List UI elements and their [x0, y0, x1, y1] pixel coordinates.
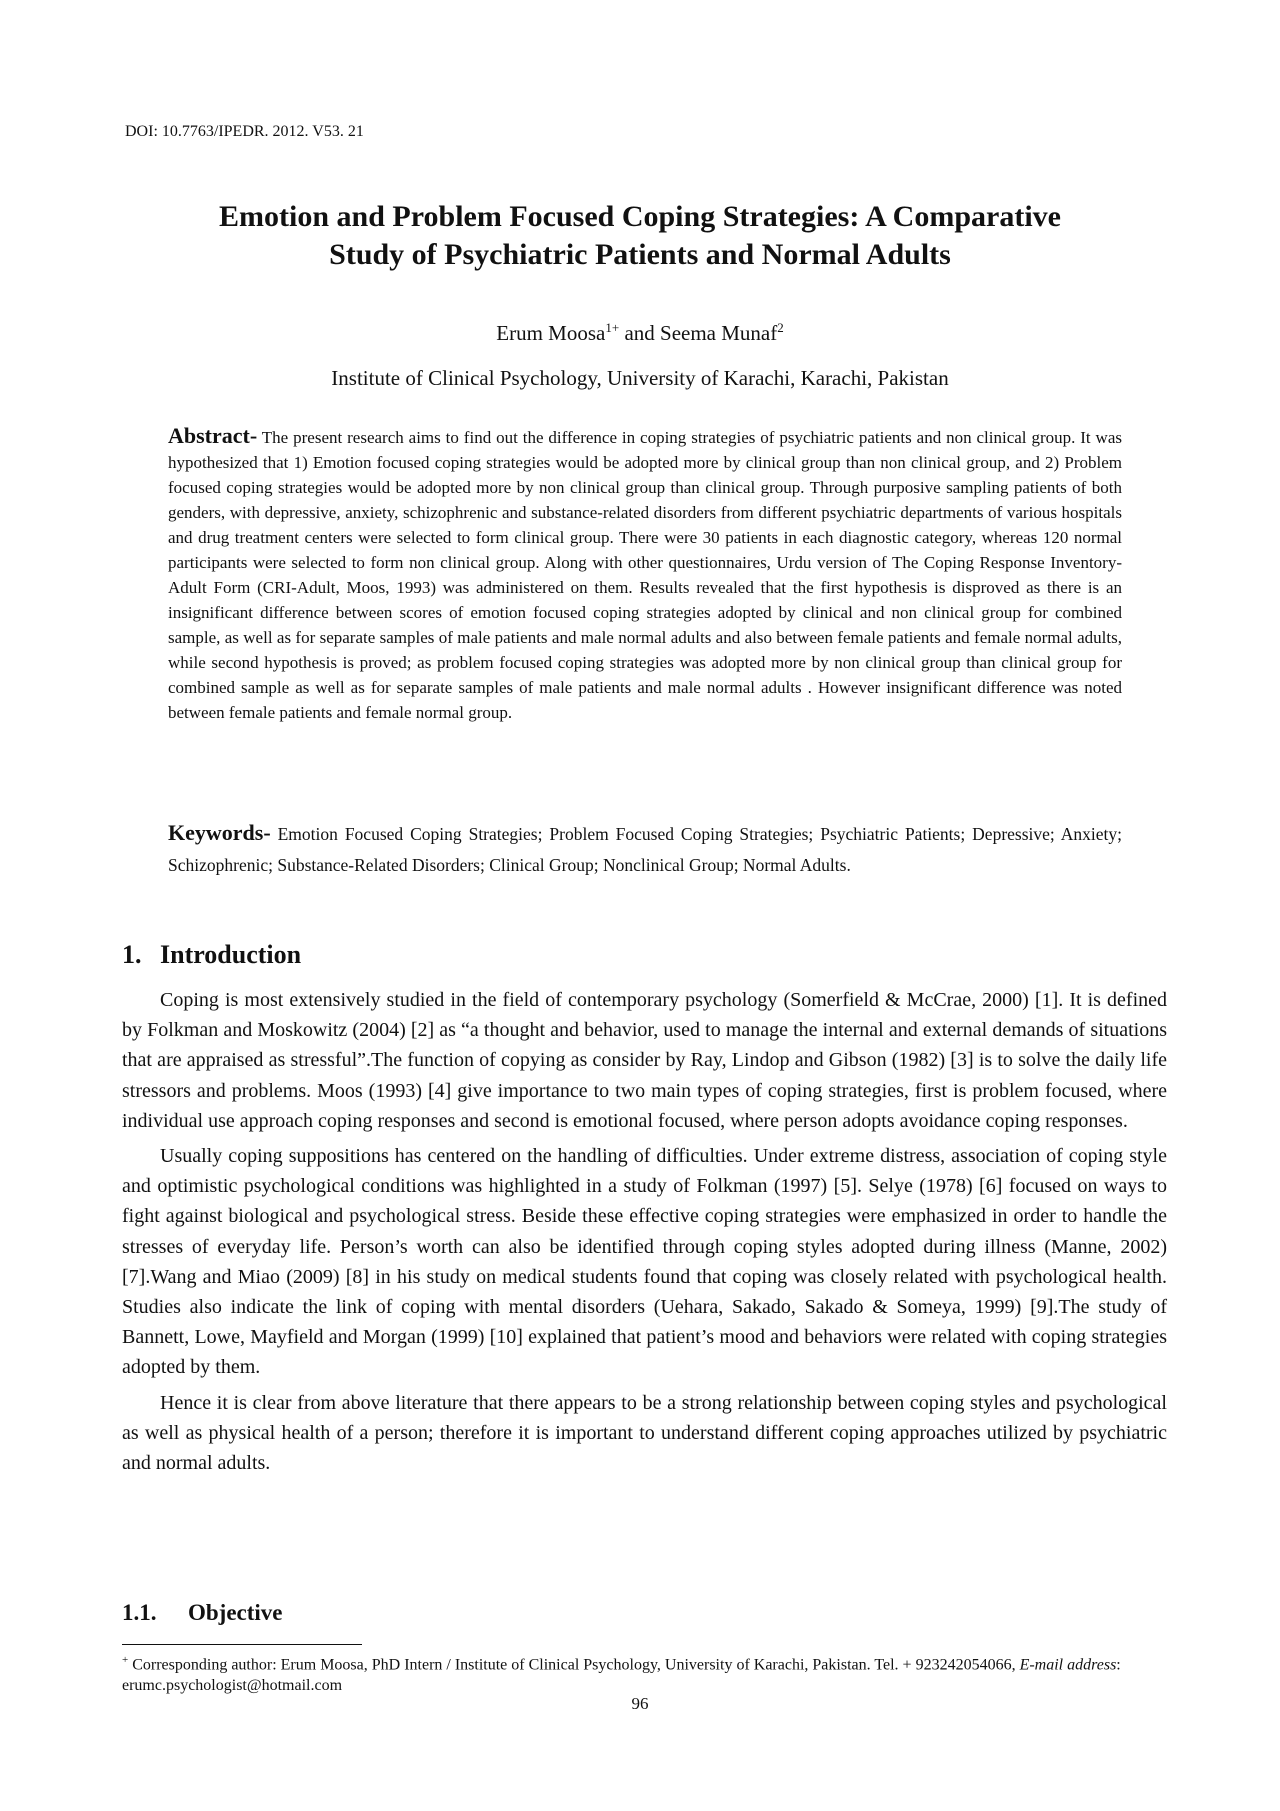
paragraph: Hence it is clear from above literature that there appears to be a strong relationship between coping styles and psychological as well as physical health of a person; therefore it is important to understand different coping approaches utilized by psychiatric and normal adults.: [122, 1391, 1167, 1475]
title-line-1: Emotion and Problem Focused Coping Strategies: A Comparative: [219, 200, 1061, 233]
abstract: [168, 423, 1122, 725]
keywords-text: Emotion Focused Coping Strategies; Problem Focused Coping Strategies; Psychiatric Patients; Depressive; Anxiety; Schizophrenic; Substance-Related Disorders; Clinical Group; Nonclinical Group; Normal Adults.: [168, 824, 1122, 875]
footnote-text: Corresponding author: Erum Moosa, PhD Intern / Institute of Clinical Psychology, University of Karachi, Pakistan. Tel. + 923242054066,: [128, 1656, 1020, 1674]
subsection-heading-objective: [122, 1600, 283, 1626]
footnote-email: : erumc.psychologist@hotmail.com: [122, 1656, 1121, 1695]
section-heading-introduction: [122, 940, 301, 970]
paragraph: Usually coping suppositions has centered on the handling of difficulties. Under extreme distress, association of coping style and optimistic psychological conditions was highlighted in a study of Folkman (1997) [5]. Selye (1978) [6] focused on ways to fight against biological and psychological stress. Beside these effective coping strategies were emphasized in order to handle the stresses of everyday life. Person’s worth can also be identified through coping styles adopted during illness (Manne, 2002) [7].Wang and Miao (2009) [8] in his study on medical students found that coping was closely related with psychological health. Studies also indicate the link of coping with mental disorders (Uehara, Sakado, Sakado & Someya, 1999) [9].The study of Bannett, Lowe, Mayfield and Morgan (1999) [10] explained that patient’s mood and behaviors were related with coping strategies adopted by them.: [122, 1145, 1167, 1379]
author-2-affil-mark: 2: [777, 320, 784, 335]
title-line-2: Study of Psychiatric Patients and Normal Adults: [329, 238, 951, 271]
affiliation: Institute of Clinical Psychology, University of Karachi, Karachi, Pakistan: [331, 366, 949, 390]
abstract-text: The present research aims to find out the difference in coping strategies of psychiatric patients and non clinical group. It was hypothesized that 1) Emotion focused coping strategies would be adopted more by clinical group than non clinical group, and 2) Problem focused coping strategies would be adopted more by non clinical group than clinical group. Through purposive sampling patients of both genders, with depressive, anxiety, schizophrenic and substance-related disorders from different psychiatric departments of various hospitals and drug treatment centers were selected to form clinical group. There were 30 patients in each diagnostic category, whereas 120 normal participants were selected to form non clinical group. Along with other questionnaires, Urdu version of The Coping Response Inventory-Adult Form (CRI-Adult, Moos, 1993) was administered on them. Results revealed that the first hypothesis is disproved as there is an insignificant difference between scores of emotion focused coping strategies adopted by clinical and non clinical group for combined sample, as well as for separate samples of male patients and male normal adults and also between female patients and female normal adults, while second hypothesis is proved; as problem focused coping strategies was adopted more by non clinical group than clinical group for combined sample as well as for separate samples of male patients and male normal adults . However insignificant difference was noted between female patients and female normal group.: [168, 428, 1122, 722]
subsection-title: Objective: [188, 1600, 283, 1625]
keywords: [168, 817, 1122, 881]
abstract-label: Abstract-: [168, 423, 258, 448]
paper-title: [120, 198, 1160, 274]
footnote: [122, 1650, 1167, 1696]
author-2: and Seema Munaf: [619, 321, 778, 345]
footnote-marker: +: [122, 1654, 129, 1666]
keywords-label: Keywords-: [168, 820, 271, 845]
footnote-divider: [122, 1644, 362, 1645]
subsection-number: 1.1.: [122, 1600, 157, 1625]
author-1: Erum Moosa: [496, 321, 606, 345]
section-title: Introduction: [160, 940, 302, 969]
doi-header: DOI: 10.7763/IPEDR. 2012. V53. 21: [125, 123, 364, 140]
section-number: 1.: [122, 940, 142, 969]
page-number: 96: [631, 1694, 649, 1713]
author-1-affil-mark: 1+: [605, 320, 620, 335]
paragraph: Coping is most extensively studied in the field of contemporary psychology (Somerfield & McCrae, 2000) [1]. It is defined by Folkman and Moskowitz (2004) [2] as “a thought and behavior, used to manage the internal and external demands of situations that are appraised as stressful”.The function of copying as consider by Ray, Lindop and Gibson (1982) [3] is to solve the daily life stressors and problems. Moos (1993) [4] give importance to two main types of coping strategies, first is problem focused, where individual use approach coping responses and second is emotional focused, where person adopts avoidance coping responses.: [122, 989, 1167, 1132]
introduction-body: [122, 985, 1167, 1483]
footnote-email-label: E-mail address: [1019, 1656, 1117, 1674]
author-list: [0, 320, 1280, 346]
